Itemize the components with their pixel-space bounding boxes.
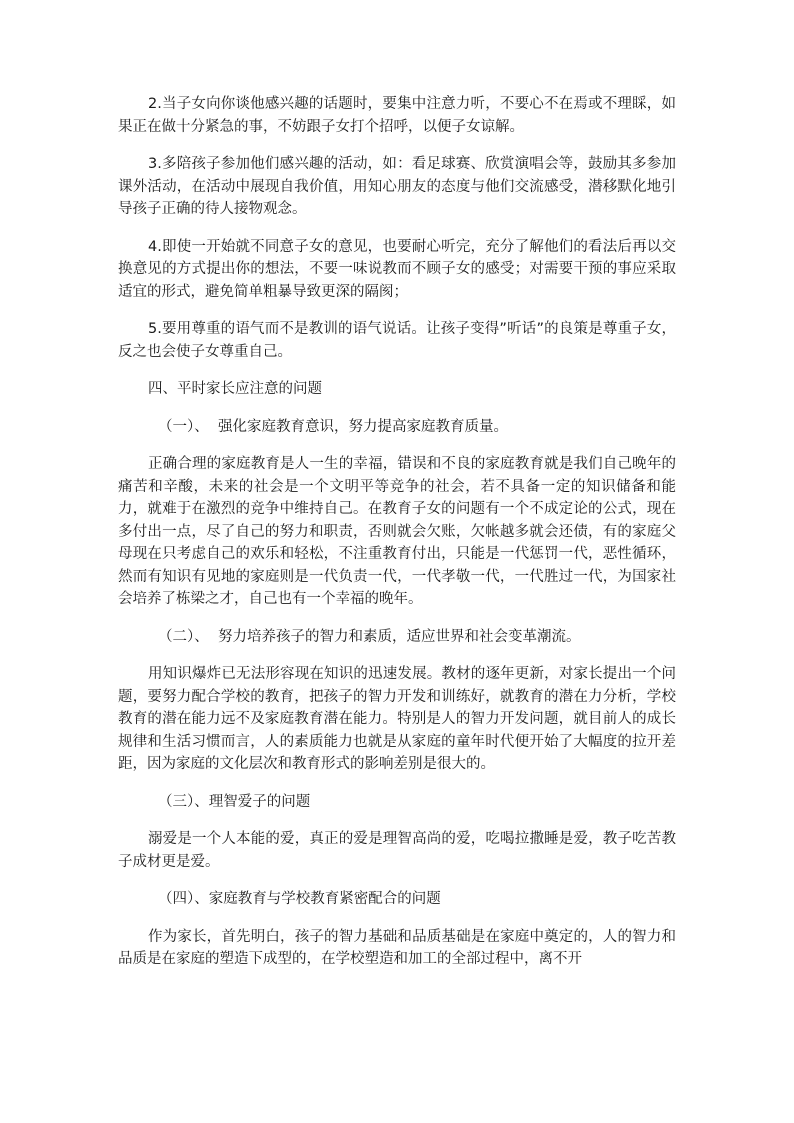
subsection-body-1: 正确合理的家庭教育是人一生的幸福，错误和不良的家庭教育就是我们自己晚年的痛苦和辛酸，未来的社会是一个文明平等竞争的社会，若不具备一定的知识储备和能力，就难于在激烈的竞争中维持自己。在教育子女的问题有一个不成定论的公式，现在多付出一点，尽了自己的努力和职责，否则就会欠账，欠帐越多就会还债，有的家庭父母现在只考虑自己的欢乐和轻松，不注重教育付出，只能是一代惩罚一代，恶性循环，然而有知识有见地的家庭则是一代负责一代，一代孝敬一代，一代胜过一代，为国家社会培养了栋梁之才，自己也有一个幸福的晚年。 <box>118 456 676 607</box>
subsection-body-4: 作为家长，首先明白，孩子的智力基础和品质基础是在家庭中奠定的，人的智力和品质是在家庭的塑造下成型的，在学校塑造和加工的全部过程中，离不开 <box>118 928 676 967</box>
subsection-heading-4: （四）、家庭教育与学校教育紧密配合的问题 <box>158 891 441 907</box>
paragraph-item-3: 3.多陪孩子参加他们感兴趣的活动，如：看足球赛、欣赏演唱会等，鼓励其多参加课外活动，在活动中展现自我价值，用知心朋友的态度与他们交流感受，潜移默化地引导孩子正确的待人接物观念。 <box>118 156 676 217</box>
section-heading: 四、平时家长应注意的问题 <box>148 381 322 397</box>
paragraph-item-5: 5.要用尊重的语气而不是教训的语气说话。让孩子变得”听话”的良策是尊重子女，反之也会使子女尊重自己。 <box>118 321 676 360</box>
subsection-body-2: 用知识爆炸已无法形容现在知识的迅速发展。教材的逐年更新，对家长提出一个问题，要努力配合学校的教育，把孩子的智力开发和训练好，就教育的潜在力分析，学校教育的潜在能力远不及家庭教育潜在能力。特别是人的智力开发问题，就目前人的成长规律和生活习惯而言，人的素质能力也就是从家庭的童年时代便开始了大幅度的拉开差距，因为家庭的文化层次和教育形式的影响差别是很大的。 <box>118 666 676 772</box>
subsection-heading-1: （一）、 强化家庭教育意识，努力提高家庭教育质量。 <box>158 418 508 435</box>
subsection-heading-3: （三）、理智爱子的问题 <box>158 793 311 810</box>
subsection-heading-2: （二）、 努力培养孩子的智力和素质，适应世界和社会变革潮流。 <box>158 628 581 645</box>
subsection-body-3: 溺爱是一个人本能的爱，真正的爱是理智高尚的爱，吃喝拉撒睡是爱，教子吃苦教子成材更是爱。 <box>118 831 676 870</box>
paragraph-item-4: 4.即使一开始就不同意子女的意见，也要耐心听完，充分了解他们的看法后再以交换意见的方式提出你的想法，不要一味说教而不顾子女的感受；对需要干预的事应采取适宜的形式，避免简单粗暴导致更深的隔阂； <box>118 238 676 300</box>
paragraph-item-2: 2.当子女向你谈他感兴趣的话题时，要集中注意力听，不要心不在焉或不理睬，如果正在做十分紧急的事，不妨跟子女打个招呼，以便子女谅解。 <box>118 96 676 135</box>
document-page <box>118 93 676 986</box>
